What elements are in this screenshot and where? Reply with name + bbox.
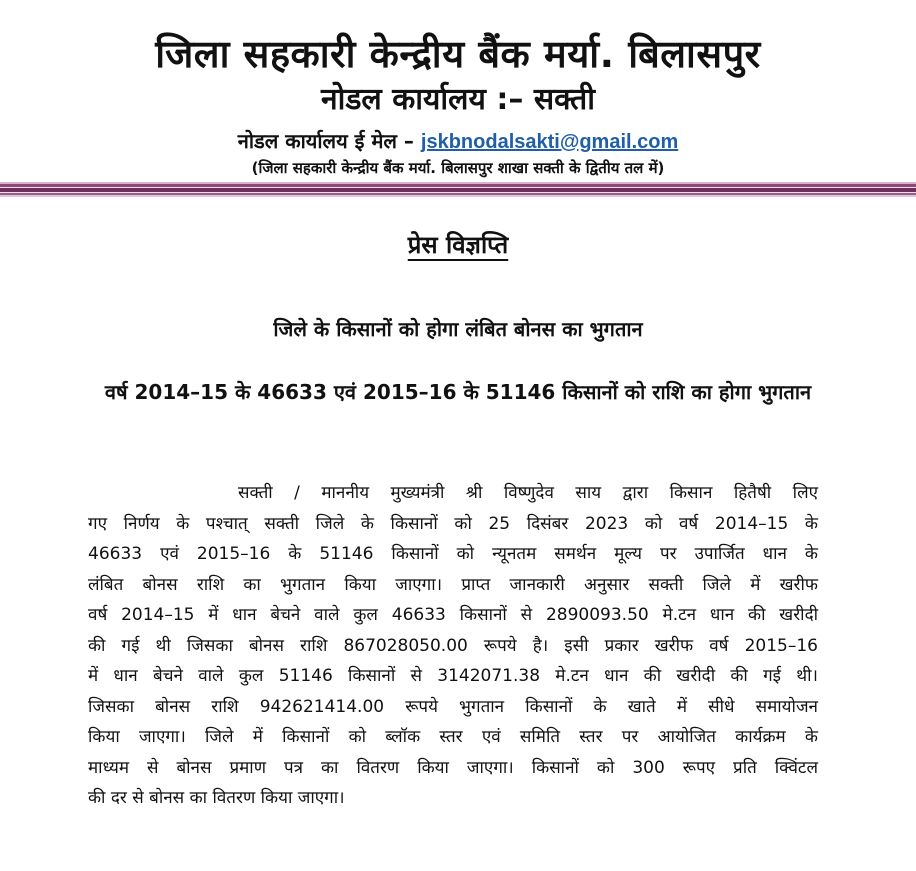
body-line: जिसका बोनस राशि 942621414.00 रूपये भुगतान किसानों के खाते में सीधे समायोजन bbox=[88, 696, 818, 717]
body-line: सक्ती / माननीय मुख्यमंत्री श्री विष्णुदेव साय द्वारा किसान हितैषी लिए bbox=[238, 483, 818, 503]
office-address: (जिला सहकारी केन्द्रीय बैंक मर्या. बिलासपुर शाखा सक्ती के द्वितीय तल में) bbox=[251, 159, 665, 177]
body-line: की गई थी जिसका बोनस राशि 867028050.00 रूपये है। इसी प्रकार खरीफ वर्ष 2015–16 bbox=[88, 635, 818, 656]
body-line: की दर से बोनस का वितरण किया जाएगा। bbox=[88, 788, 345, 808]
subheadline: वर्ष 2014–15 के 46633 एवं 2015–16 के 51146 किसानों को राशि का होगा भुगतान bbox=[104, 380, 812, 404]
body-line: गए निर्णय के पश्चात् सक्ती जिले के किसानों को 25 दिसंबर 2023 को वर्ष 2014–15 के bbox=[88, 513, 818, 534]
letterhead-divider bbox=[0, 182, 916, 198]
press-release-title-text: प्रेस विज्ञप्ति bbox=[407, 231, 509, 259]
headline: जिले के किसानों को होगा लंबित बोनस का भुगतान bbox=[273, 317, 643, 341]
body-line: किया जाएगा। जिले में किसानों को ब्लॉक स्तर एवं समिति स्तर पर आयोजित कार्यक्रम के bbox=[88, 727, 818, 747]
office-name: नोडल कार्यालय :– सक्ती bbox=[320, 82, 596, 117]
email-link[interactable]: jskbnodalsakti@gmail.com bbox=[420, 131, 679, 153]
body-line: 46633 एवं 2015–16 के 51146 किसानों को न्यूनतम समर्थन मूल्य पर उपार्जित धान के bbox=[88, 544, 818, 564]
body-line: में धान बेचने वाले कुल 51146 किसानों से 3142071.38 मे.टन धान की खरीदी की गई थी। bbox=[88, 666, 818, 686]
body-line: वर्ष 2014–15 में धान बेचने वाले कुल 46633 किसानों से 2890093.50 मे.टन धान की खरीदी bbox=[88, 605, 818, 625]
body-line: माध्यम से बोनस प्रमाण पत्र का वितरण किया जाएगा। किसानों को 300 रूपए प्रति क्विंटल bbox=[88, 757, 818, 778]
body-line: लंबित बोनस राशि का भुगतान किया जाएगा। प्राप्त जानकारी अनुसार सक्ती जिले में खरीफ bbox=[88, 574, 818, 595]
email-line bbox=[0, 126, 916, 157]
press-release-title bbox=[0, 228, 916, 262]
body-paragraph bbox=[88, 478, 818, 814]
email-label: नोडल कार्यालय ई मेल – bbox=[237, 129, 421, 153]
organization-name: जिला सहकारी केन्द्रीय बैंक मर्या. बिलासपुर bbox=[155, 32, 761, 76]
